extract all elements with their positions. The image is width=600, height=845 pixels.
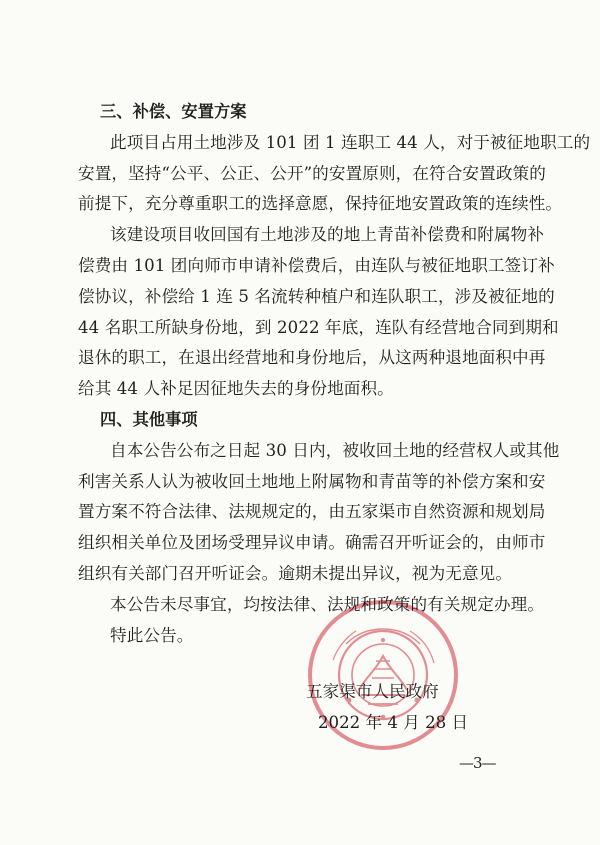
text-line: 44 名职工所缺身份地，到 2022 年底，连队有经营地合同到期和 <box>78 317 559 337</box>
text-line: 此项目占用土地涉及 101 团 1 连职工 44 人，对于被征地职工的 <box>110 132 591 152</box>
text-line: 偿协议，补偿给 1 连 5 名流转种植户和连队职工，涉及被征地的 <box>78 286 555 306</box>
issuing-organization: 五家渠市人民政府 <box>306 682 439 701</box>
text-line: 前提下，充分尊重职工的选择意愿，保持征地安置政策的连续性。 <box>78 194 563 214</box>
text-line: 偿费由 101 团向师市申请补偿费后，由连队与被征地职工签订补 <box>78 255 555 275</box>
text-line: 置方案不符合法律、法规规定的，由五家渠市自然资源和规划局 <box>78 502 546 522</box>
text-line: 组织相关单位及团场受理异议申请。确需召开听证会的，由师市 <box>78 533 546 553</box>
section-heading-other-matters: 四、其他事项 <box>100 409 198 429</box>
text-line: 利害关系人认为被收回土地地上附属物和青苗等的补偿方案和安 <box>78 471 546 491</box>
paragraph-objection-period <box>78 436 560 590</box>
text-line: 给其 44 人补足因征地失去的身份地面积。 <box>78 379 394 399</box>
paragraph-compensation-1 <box>78 128 591 220</box>
section-heading-compensation: 三、补偿、安置方案 <box>100 102 247 121</box>
text-line: 本公告未尽事宜，均按法律、法规和政策的有关规定办理。 <box>110 594 545 614</box>
text-line: 自本公告公布之日起 30 日内，被收回土地的经营权人或其他 <box>110 440 560 460</box>
text-line: 组织有关部门召开听证会。逾期未提出异议，视为无意见。 <box>78 563 513 583</box>
document-body <box>78 97 591 651</box>
text-line: 该建设项目收回国有土地涉及的地上青苗补偿费和附属物补 <box>110 225 545 245</box>
page-number: —3— <box>459 754 496 772</box>
issue-date: 2022 年 4 月 28 日 <box>318 713 469 732</box>
text-line: 退休的职工，在退出经营地和身份地后，从这两种退地面积中再 <box>78 348 546 368</box>
text-line: 特此公告。 <box>110 625 194 645</box>
document-signature <box>306 676 496 738</box>
paragraph-compensation-2 <box>78 220 559 405</box>
text-line: 安置，坚持“公平、公正、公开”的安置原则，在符合安置政策的 <box>78 163 546 183</box>
